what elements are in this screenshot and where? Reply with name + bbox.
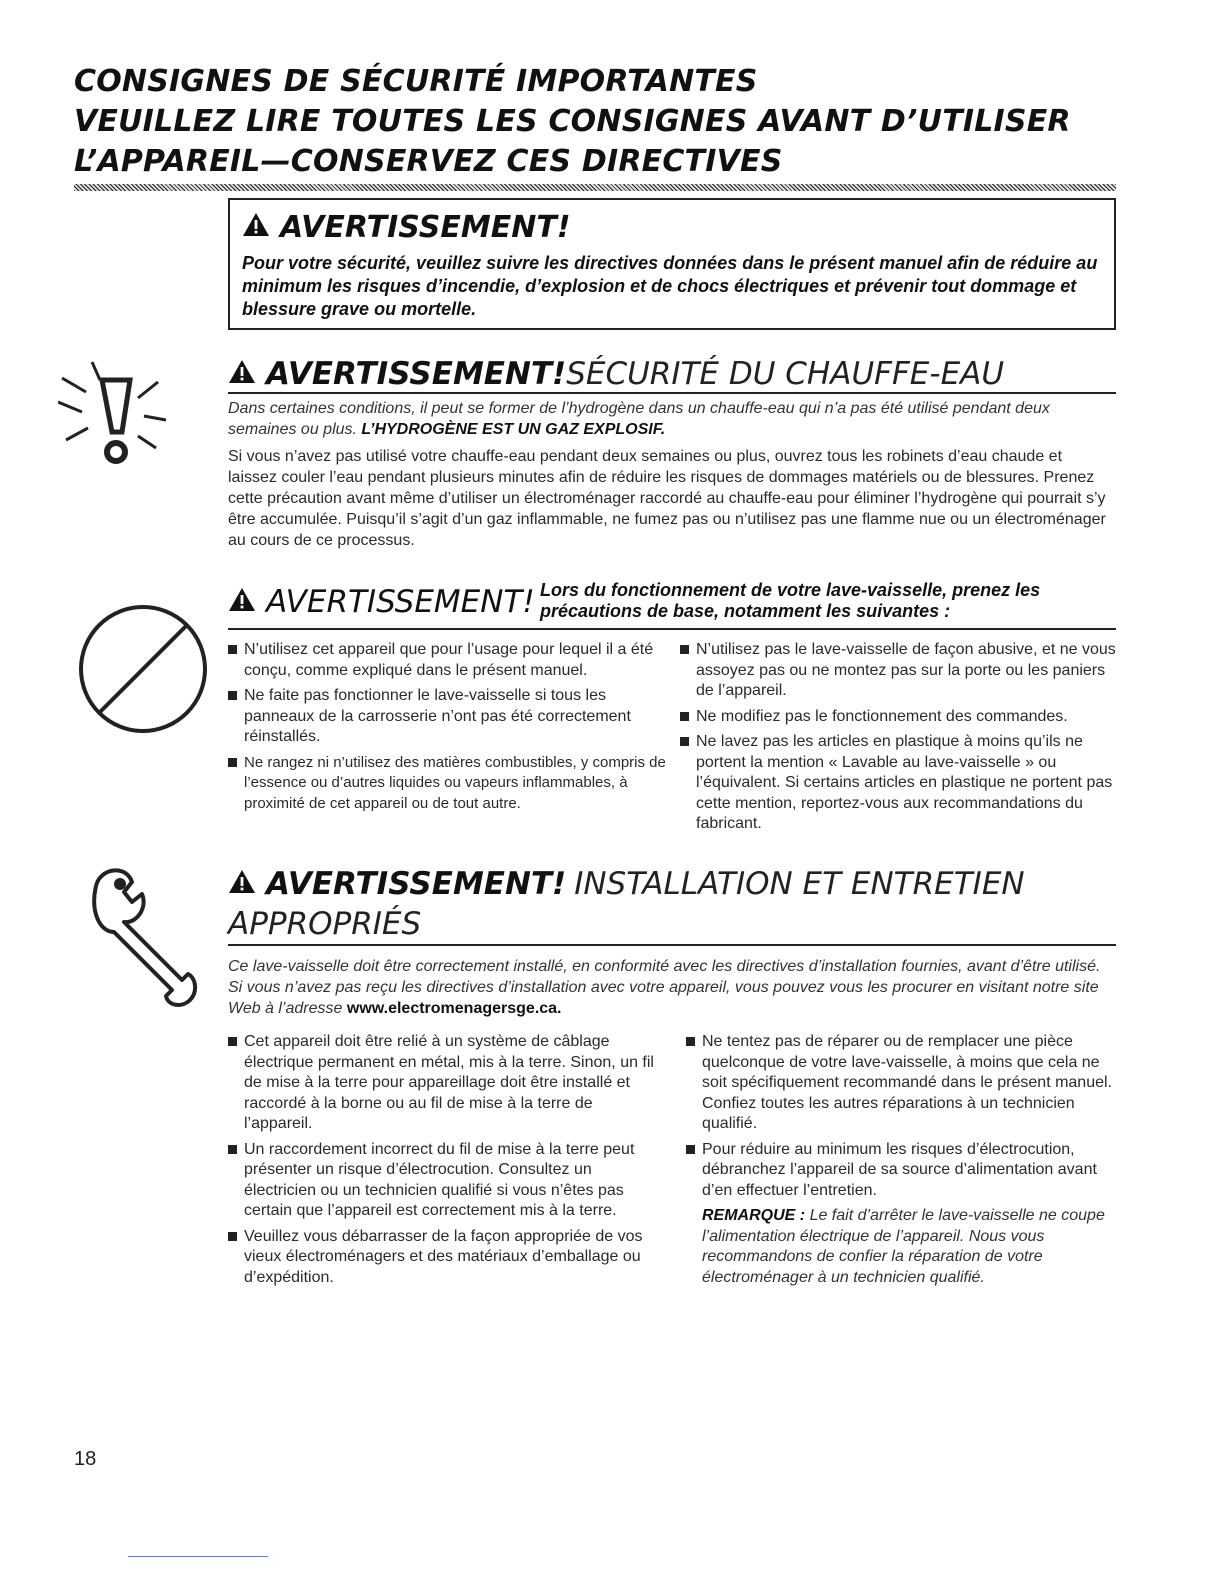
page-title-line-3: L’APPAREIL—CONSERVEZ CES DIRECTIVES	[74, 144, 783, 179]
list-item: Un raccordement incorrect du fil de mise à la terre peut présenter un risque d’électrocution. Consultez un électricien ou un technicien qualifié si vous n’êtes pas certain que l’appareil est correctement mis à la terre.	[228, 1140, 664, 1222]
list-item: Veuillez vous débarrasser de la façon appropriée de vos vieux électroménagers et des matériaux d’emballage ou d’expédition.	[228, 1227, 664, 1289]
installation-heading-light-2: APPROPRIÉS	[228, 906, 422, 942]
water-heater-heading	[228, 356, 1004, 392]
water-heater-explosive-note: L’HYDROGÈNE EST UN GAZ EXPLOSIF.	[361, 421, 666, 438]
installation-intro-text: Ce lave-vaisselle doit être correctement installé, en conformité avec les directives d’installation fournies, avant d’être utilisé. Si vous n’avez pas reçu les directives d’installation avec votre appareil, vous pouvez vous les procurer en visitant notre site Web à l’adresse	[228, 958, 1101, 1017]
precautions-subtitle-line-2: précautions de base, notamment les suivantes :	[540, 601, 951, 621]
remarque-text: Le fait d’arrêter le lave-vaisselle ne coupe l’alimentation électrique de l’appareil. Nous vous recommandons de confier la réparation de votre électroménager à un technicien qualifié.	[702, 1207, 1105, 1286]
list-item: Pour réduire au minimum les risques d’électrocution, débranchez l’appareil de sa source d’alimentation avant d’en effectuer l’entretien.	[686, 1140, 1116, 1202]
water-heater-intro-text: Dans certaines conditions, il peut se former de l’hydrogène dans un chauffe-eau qui n’a pas été utilisé pendant deux semaines ou plus.	[228, 400, 1050, 438]
warning-triangle-icon	[242, 210, 270, 245]
precautions-heading-title: AVERTISSEMENT!	[266, 584, 535, 620]
water-heater-heading-bold: AVERTISSEMENT!	[266, 356, 567, 392]
prohibition-icon	[72, 598, 214, 740]
precautions-right-column	[680, 640, 1116, 840]
wrench-icon	[86, 862, 202, 1012]
installation-heading	[228, 866, 1025, 902]
warning-triangle-icon	[228, 866, 256, 902]
water-heater-heading-light: SÉCURITÉ DU CHAUFFE-EAU	[566, 356, 1005, 392]
general-warning-box	[228, 198, 1116, 330]
water-heater-body: Si vous n’avez pas utilisé votre chauffe-eau pendant deux semaines ou plus, ouvrez tous les robinets d’eau chaude et laissez couler l’eau pendant plusieurs minutes afin de réduire les risques de dommages matériels ou de blessures. Prenez cette précaution avant même d’utiliser un électroménager raccordé au chauffe-eau pour éliminer l’hydrogène qui pourrait s’y être accumulée. Puisqu’il s’agit d’un gaz inflammable, ne fumez pas ou n’utilisez pas une flamme nue ou un électroménager au cours de ce processus.	[228, 448, 1106, 549]
warning-triangle-icon	[228, 356, 256, 392]
page-title-line-2: VEUILLEZ LIRE TOUTES LES CONSIGNES AVANT D’UTILISER	[74, 104, 1071, 139]
list-item: Ne faite pas fonctionner le lave-vaisselle si tous les panneaux de la carrosserie n’ont pas été correctement réinstallés.	[228, 686, 672, 748]
installation-heading-bold: AVERTISSEMENT!	[266, 866, 567, 902]
precautions-subtitle-line-1: Lors du fonctionnement de votre lave-vaisselle, prenez les	[540, 580, 1041, 600]
footer-rule	[128, 1556, 268, 1557]
installation-divider	[228, 944, 1116, 946]
installation-heading-light-1: INSTALLATION ET ENTRETIEN	[574, 866, 1025, 902]
precautions-left-column	[228, 640, 672, 819]
precautions-subtitle	[540, 580, 1116, 622]
remarque-label: REMARQUE :	[702, 1207, 806, 1224]
water-heater-divider	[228, 392, 1116, 394]
precautions-heading	[228, 584, 535, 620]
installation-heading-line-2	[228, 906, 421, 942]
page-title-line-1: CONSIGNES DE SÉCURITÉ IMPORTANTES	[74, 64, 758, 99]
hydrogen-hazard-icon	[58, 356, 228, 476]
installation-left-column	[228, 1032, 664, 1293]
water-heater-intro	[228, 398, 1108, 440]
list-item: Ne modifiez pas le fonctionnement des commandes.	[680, 707, 1116, 728]
list-item: Ne rangez ni n’utilisez des matières combustibles, y compris de l’essence ou d’autres liquides ou vapeurs inflammables, à proximité de cet appareil ou de tout autre.	[228, 753, 672, 815]
list-item: N’utilisez pas le lave-vaisselle de façon abusive, et ne vous assoyez pas ou ne montez pas sur la porte ou les paniers de l’appareil.	[680, 640, 1116, 702]
list-item: Ne lavez pas les articles en plastique à moins qu’ils ne portent la mention « Lavable au lave-vaisselle » ou l’équivalent. Si certains articles en plastique ne portent pas cette mention, reportez-vous aux recommandations du fabricant.	[680, 732, 1116, 835]
page-number: 18	[74, 1448, 97, 1470]
installation-right-column	[686, 1032, 1116, 1288]
installation-intro	[228, 956, 1116, 1019]
general-warning-heading	[242, 210, 571, 245]
general-warning-text: Pour votre sécurité, veuillez suivre les directives données dans le présent manuel afin de réduire au minimum les risques d’incendie, d’explosion et de chocs électriques et prévenir tout dommage et blessure grave ou mortelle.	[242, 253, 1098, 319]
warning-triangle-icon	[228, 584, 256, 620]
general-warning-title: AVERTISSEMENT!	[280, 210, 571, 245]
list-item: Ne tentez pas de réparer ou de remplacer une pièce quelconque de votre lave-vaisselle, à moins que cela ne soit spécifiquement recommandé dans le présent manuel. Confiez toutes les autres réparations à un technicien qualifié.	[686, 1032, 1116, 1135]
remarque-note	[686, 1206, 1116, 1288]
precautions-divider	[228, 628, 1116, 630]
title-divider	[74, 184, 1116, 191]
list-item: Cet appareil doit être relié à un système de câblage électrique permanent en métal, mis à la terre. Sinon, un fil de mise à la terre pour appareillage doit être installé et raccordé à la borne ou au fil de mise à la terre de l’appareil.	[228, 1032, 664, 1135]
website-link[interactable]: www.electromenagersge.ca.	[346, 1000, 562, 1017]
list-item: N’utilisez cet appareil que pour l’usage pour lequel il a été conçu, comme expliqué dans le présent manuel.	[228, 640, 672, 681]
